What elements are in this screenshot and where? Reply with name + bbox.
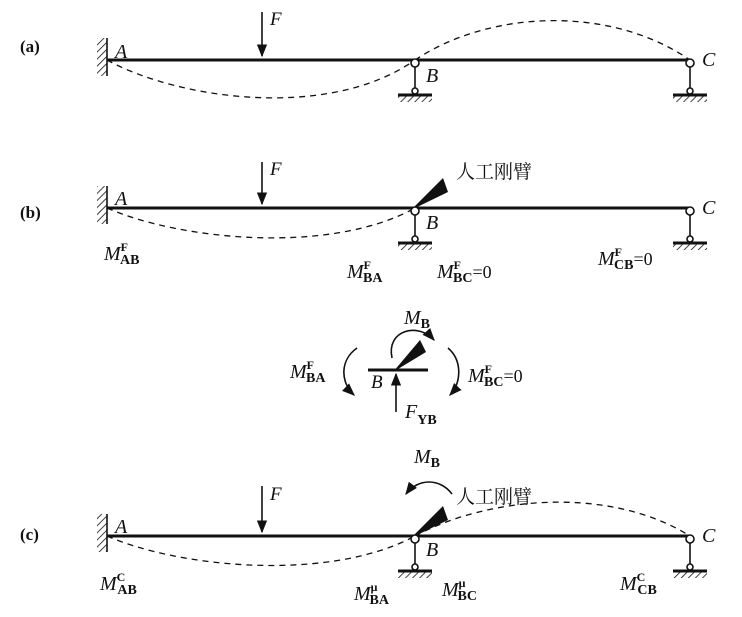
artificial-arm-wedge-c [411, 506, 448, 538]
deflection-bc-a [415, 21, 690, 60]
force-label-c: F [270, 484, 282, 505]
artificial-arm-label-c: 人工刚臂 [456, 486, 533, 508]
wall-b-hatch [97, 186, 107, 224]
moment-mb-arrow-c [406, 482, 452, 494]
panel-b-label: (b) [20, 203, 41, 222]
moment-ab-c: $M^C$ AB [100, 570, 137, 598]
moment-ba-fixed: $M^F$ BA [347, 258, 383, 286]
panel-a-label: (a) [20, 37, 40, 56]
moment-bc-c: $M^\mu$ BC [442, 576, 477, 604]
moment-bc-arrow-fbd [448, 348, 459, 395]
point-c-label-a: C [702, 49, 716, 71]
point-a-label-b: A [115, 188, 128, 210]
force-label-b: F [270, 159, 282, 180]
moment-cb-c: $M^C$ CB [620, 570, 657, 598]
point-c-label-b: C [702, 197, 716, 219]
deflection-ab-a [107, 60, 415, 98]
moment-ba-fbd: $M^F$ BA [290, 358, 326, 386]
point-c-label-c: C [702, 525, 716, 547]
point-a-label-c: A [115, 516, 128, 538]
moment-ba-c: $M^\mu$ BA [354, 580, 389, 608]
point-b-label-a: B [426, 65, 439, 87]
panel-a [20, 9, 716, 102]
joint-b-free-body [289, 307, 523, 428]
deflection-ab-c [107, 536, 415, 565]
reaction-fyb-label: $F_{YB}$ [405, 401, 437, 428]
moment-bc-fbd: $M^F$ BC=0 [468, 362, 523, 390]
panel-b [20, 159, 716, 286]
point-a-label-a: A [115, 41, 128, 63]
moment-cb-fixed: $M^F$ CB=0 [598, 245, 653, 273]
force-label-a: F [270, 9, 282, 30]
artificial-arm-wedge-fbd [393, 340, 426, 372]
point-b-label-fbd: B [371, 372, 383, 393]
point-b-label-b: B [426, 212, 439, 234]
moment-bc-fixed: $M^F$ BC=0 [437, 258, 492, 286]
artificial-arm-wedge-b [411, 178, 448, 210]
moment-mb-fbd: $M_B$ [404, 307, 431, 332]
moment-mb-c: $M_B$ [414, 446, 441, 471]
panel-c [20, 446, 716, 608]
wall-a-hatch [97, 38, 107, 76]
deflection-ab-b [107, 208, 415, 238]
panel-c-label: (c) [20, 525, 39, 544]
point-b-label-c: B [426, 539, 439, 561]
wall-c-hatch [97, 514, 107, 552]
artificial-arm-label-b: 人工刚臂 [456, 161, 533, 183]
moment-ba-arrow-fbd [344, 348, 357, 395]
moment-ab-fixed: $M^F$ AB [104, 240, 140, 268]
